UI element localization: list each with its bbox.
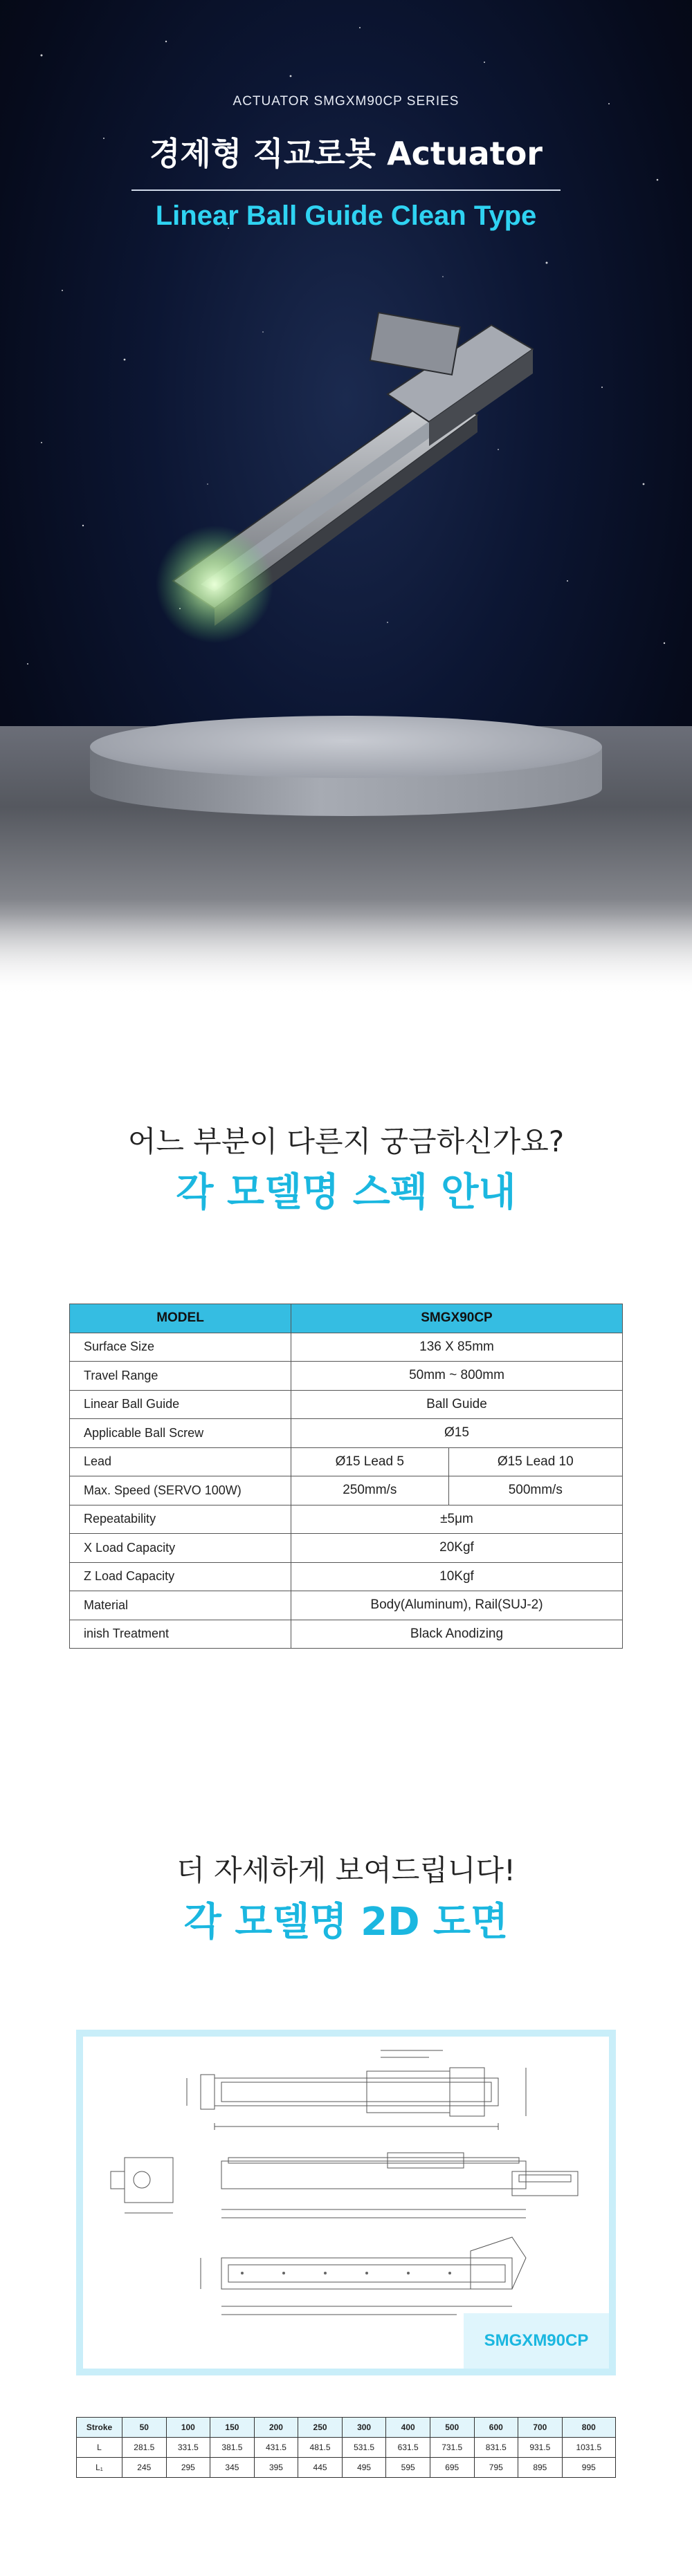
spec-row [70, 1620, 623, 1649]
stroke-cell: 481.5 [298, 2438, 343, 2458]
stroke-header-cell: 300 [342, 2418, 386, 2438]
stroke-header-cell: 600 [474, 2418, 518, 2438]
stroke-header-row [77, 2418, 616, 2438]
spec-row [70, 1419, 623, 1448]
stroke-cell: 831.5 [474, 2438, 518, 2458]
hero-banner [0, 0, 692, 996]
spec-row [70, 1390, 623, 1419]
spec-header-row [70, 1304, 623, 1333]
spec-value: Body(Aluminum), Rail(SUJ-2) [291, 1591, 623, 1620]
spec-heading: 각 모델명 스펙 안내 [176, 1170, 516, 1215]
spec-value-a: 250mm/s [291, 1476, 449, 1505]
stroke-header-cell: 50 [122, 2418, 167, 2438]
stroke-header-cell: 250 [298, 2418, 343, 2438]
stroke-cell: 631.5 [386, 2438, 430, 2458]
spec-value-b: Ø15 Lead 10 [448, 1447, 622, 1476]
spec-value: Ball Guide [291, 1390, 623, 1419]
stroke-table [76, 2417, 616, 2478]
stroke-cell: 331.5 [166, 2438, 210, 2458]
stroke-cell: 1031.5 [562, 2438, 615, 2458]
spec-label: Material [70, 1591, 291, 1620]
spec-label: inish Treatment [70, 1620, 291, 1649]
stroke-cell: 381.5 [210, 2438, 255, 2458]
stroke-cell: 495 [342, 2458, 386, 2478]
stroke-header-cell: 500 [430, 2418, 474, 2438]
stroke-cell: 895 [518, 2458, 563, 2478]
stroke-header-cell: 200 [254, 2418, 298, 2438]
spec-row [70, 1562, 623, 1591]
spec-value: Black Anodizing [291, 1620, 623, 1649]
hero-type-label: Linear Ball Guide Clean Type [155, 201, 537, 231]
stroke-cell: 431.5 [254, 2438, 298, 2458]
spec-row [70, 1447, 623, 1476]
spec-row [70, 1333, 623, 1362]
spec-row [70, 1534, 623, 1563]
spec-value-a: Ø15 Lead 5 [291, 1447, 449, 1476]
spec-label: X Load Capacity [70, 1534, 291, 1563]
stroke-cell: 795 [474, 2458, 518, 2478]
podium-top [90, 716, 602, 778]
spec-value: 20Kgf [291, 1534, 623, 1563]
spec-row [70, 1362, 623, 1391]
hero-divider [131, 189, 561, 191]
stroke-header-cell: Stroke [77, 2418, 122, 2438]
technical-drawing-panel [76, 2030, 616, 2375]
stroke-row-L1 [77, 2458, 616, 2478]
stroke-header-cell: 400 [386, 2418, 430, 2438]
stroke-header-cell: 800 [562, 2418, 615, 2438]
spec-label: Max. Speed (SERVO 100W) [70, 1476, 291, 1505]
stroke-cell: 395 [254, 2458, 298, 2478]
stroke-cell: 595 [386, 2458, 430, 2478]
drawing-model-badge: SMGXM90CP [464, 2313, 609, 2369]
stroke-cell: 995 [562, 2458, 615, 2478]
stroke-header-cell: 700 [518, 2418, 563, 2438]
hero-series-label: ACTUATOR SMGXM90CP SERIES [233, 94, 459, 109]
stroke-cell: 731.5 [430, 2438, 474, 2458]
stroke-cell: 695 [430, 2458, 474, 2478]
spec-value: 136 X 85mm [291, 1333, 623, 1362]
spec-label: Travel Range [70, 1362, 291, 1391]
stroke-cell: 295 [166, 2458, 210, 2478]
spec-label: Linear Ball Guide [70, 1390, 291, 1419]
stroke-cell: L₁ [77, 2458, 122, 2478]
spec-label: Surface Size [70, 1333, 291, 1362]
drawing-question: 더 자세하게 보여드립니다! [176, 1853, 516, 1887]
spec-question: 어느 부분이 다른지 궁금하신가요? [127, 1124, 565, 1158]
stroke-cell: 931.5 [518, 2438, 563, 2458]
stroke-header-cell: 100 [166, 2418, 210, 2438]
spec-table [69, 1304, 623, 1649]
drawing-heading: 각 모델명 2D 도면 [183, 1900, 509, 1945]
spec-row [70, 1476, 623, 1505]
stroke-cell: 445 [298, 2458, 343, 2478]
stroke-cell: 245 [122, 2458, 167, 2478]
hero-title: 경제형 직교로봇 Actuator [149, 135, 543, 172]
hero-fade-overlay [0, 899, 692, 996]
stroke-cell: 345 [210, 2458, 255, 2478]
spec-header-model-label: MODEL [70, 1304, 291, 1333]
spec-row [70, 1505, 623, 1534]
spec-value-b: 500mm/s [448, 1476, 622, 1505]
spec-value: Ø15 [291, 1419, 623, 1448]
spec-row [70, 1591, 623, 1620]
stroke-header-cell: 150 [210, 2418, 255, 2438]
stroke-cell: 281.5 [122, 2438, 167, 2458]
spec-header-model-value: SMGX90CP [291, 1304, 623, 1333]
spec-label: Z Load Capacity [70, 1562, 291, 1591]
stroke-row-L [77, 2438, 616, 2458]
spec-value: 10Kgf [291, 1562, 623, 1591]
spec-value: ±5μm [291, 1505, 623, 1534]
actuator-product-image [131, 311, 561, 657]
spec-label: Repeatability [70, 1505, 291, 1534]
spec-value: 50mm ~ 800mm [291, 1362, 623, 1391]
stroke-cell: 531.5 [342, 2438, 386, 2458]
stroke-cell: L [77, 2438, 122, 2458]
spec-label: Applicable Ball Screw [70, 1419, 291, 1448]
spec-label: Lead [70, 1447, 291, 1476]
